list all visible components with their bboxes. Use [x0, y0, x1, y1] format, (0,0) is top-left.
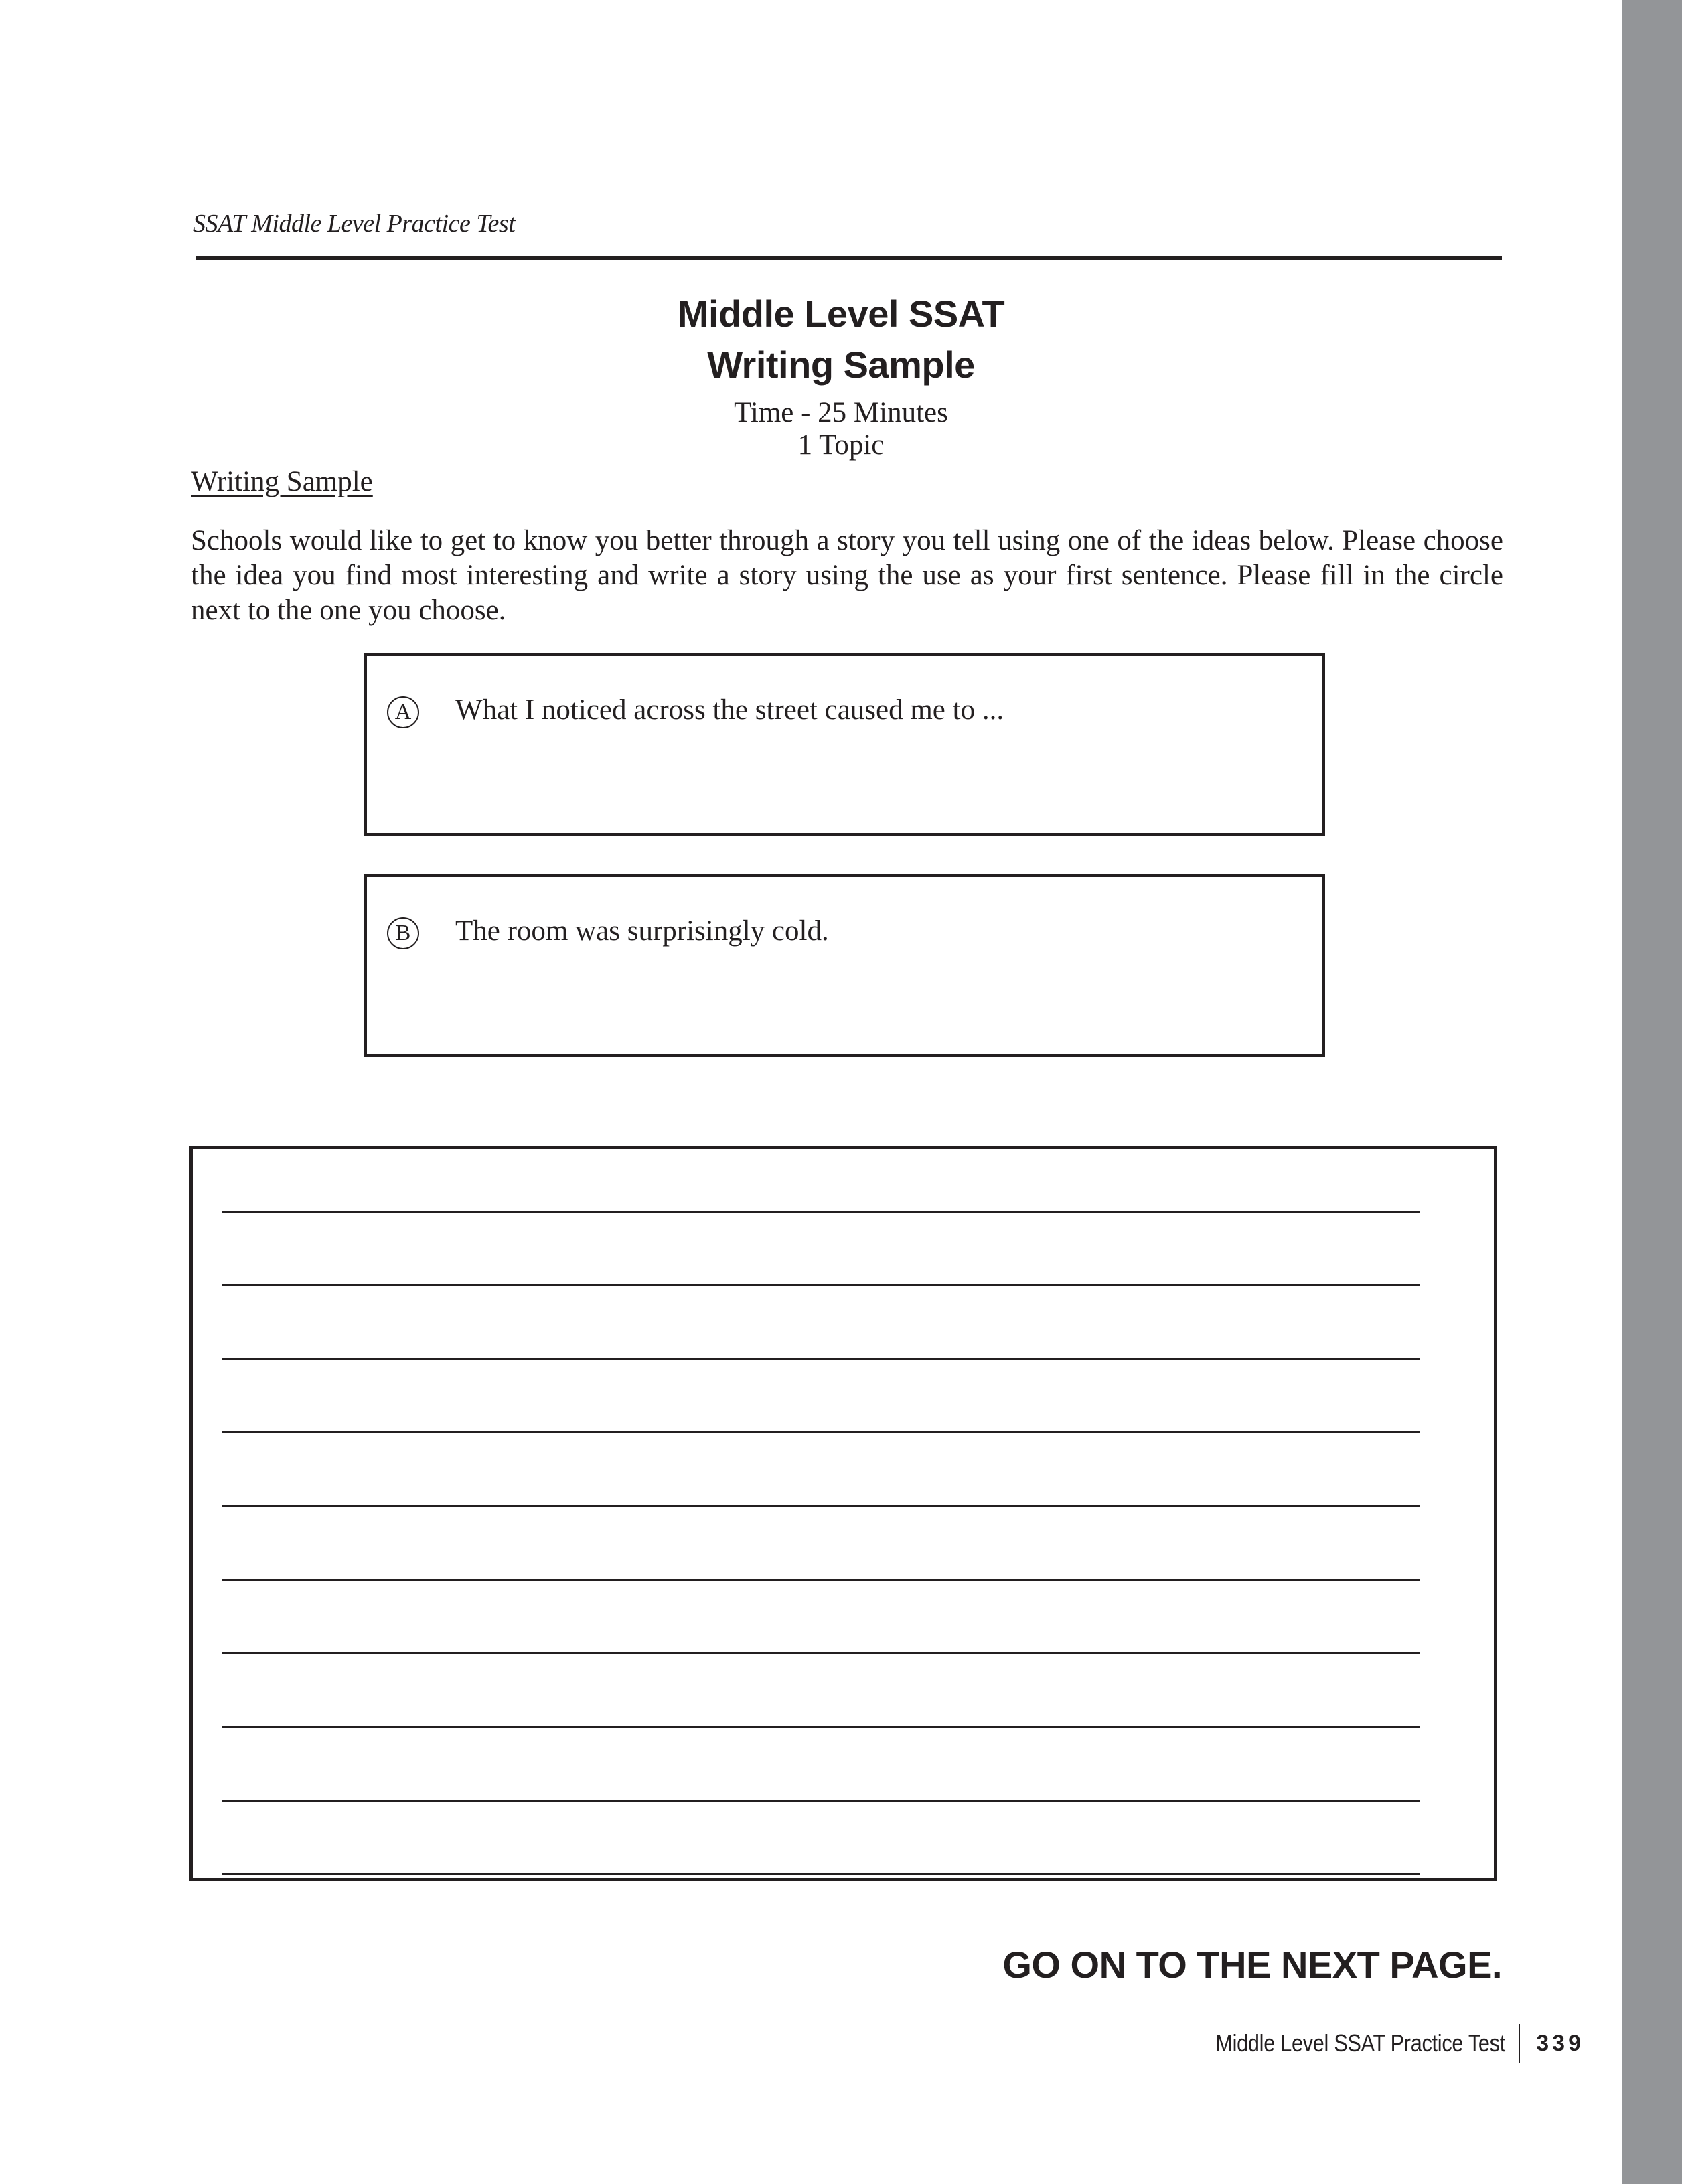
prompt-option-a[interactable]: [364, 653, 1325, 836]
writing-line[interactable]: [222, 1211, 1420, 1213]
go-on-notice: GO ON TO THE NEXT PAGE.: [1002, 1944, 1502, 1986]
footer-book-label: Middle Level SSAT Practice Test: [1215, 2029, 1506, 2057]
prompt-text-b: The room was surprisingly cold.: [455, 915, 829, 947]
time-limit: Time - 25 Minutes: [734, 397, 948, 428]
writing-area[interactable]: [189, 1146, 1497, 1881]
writing-line[interactable]: [222, 1579, 1420, 1581]
running-head: SSAT Middle Level Practice Test: [193, 210, 516, 238]
writing-line[interactable]: [222, 1800, 1420, 1802]
writing-line[interactable]: [222, 1873, 1420, 1875]
writing-line[interactable]: [222, 1358, 1420, 1360]
writing-line[interactable]: [222, 1284, 1420, 1286]
header-rule: [196, 256, 1502, 260]
writing-line[interactable]: [222, 1726, 1420, 1728]
writing-line[interactable]: [222, 1652, 1420, 1654]
writing-line[interactable]: [222, 1505, 1420, 1507]
instructions: Schools would like to get to know you better through a story you tell using one of the ideas below. Please choose the idea you find most interesting and write a story using the use as your first sentence. Please fill in the circle next to the one you choose.: [191, 525, 1503, 626]
prompt-text-a: What I noticed across the street caused me to ...: [455, 694, 1004, 726]
page-footer: [1164, 2025, 1584, 2062]
answer-bubble-b[interactable]: B: [387, 917, 419, 949]
page-number: 339: [1536, 2030, 1584, 2056]
page-title: Middle Level SSAT: [677, 293, 1005, 335]
writing-line[interactable]: [222, 1431, 1420, 1433]
topic-count: 1 Topic: [797, 429, 885, 461]
footer-divider: [1519, 2024, 1520, 2063]
section-label: Writing Sample: [191, 466, 373, 497]
answer-bubble-a[interactable]: A: [387, 696, 419, 728]
page-subtitle: Writing Sample: [707, 343, 975, 386]
prompt-option-b[interactable]: [364, 874, 1325, 1057]
